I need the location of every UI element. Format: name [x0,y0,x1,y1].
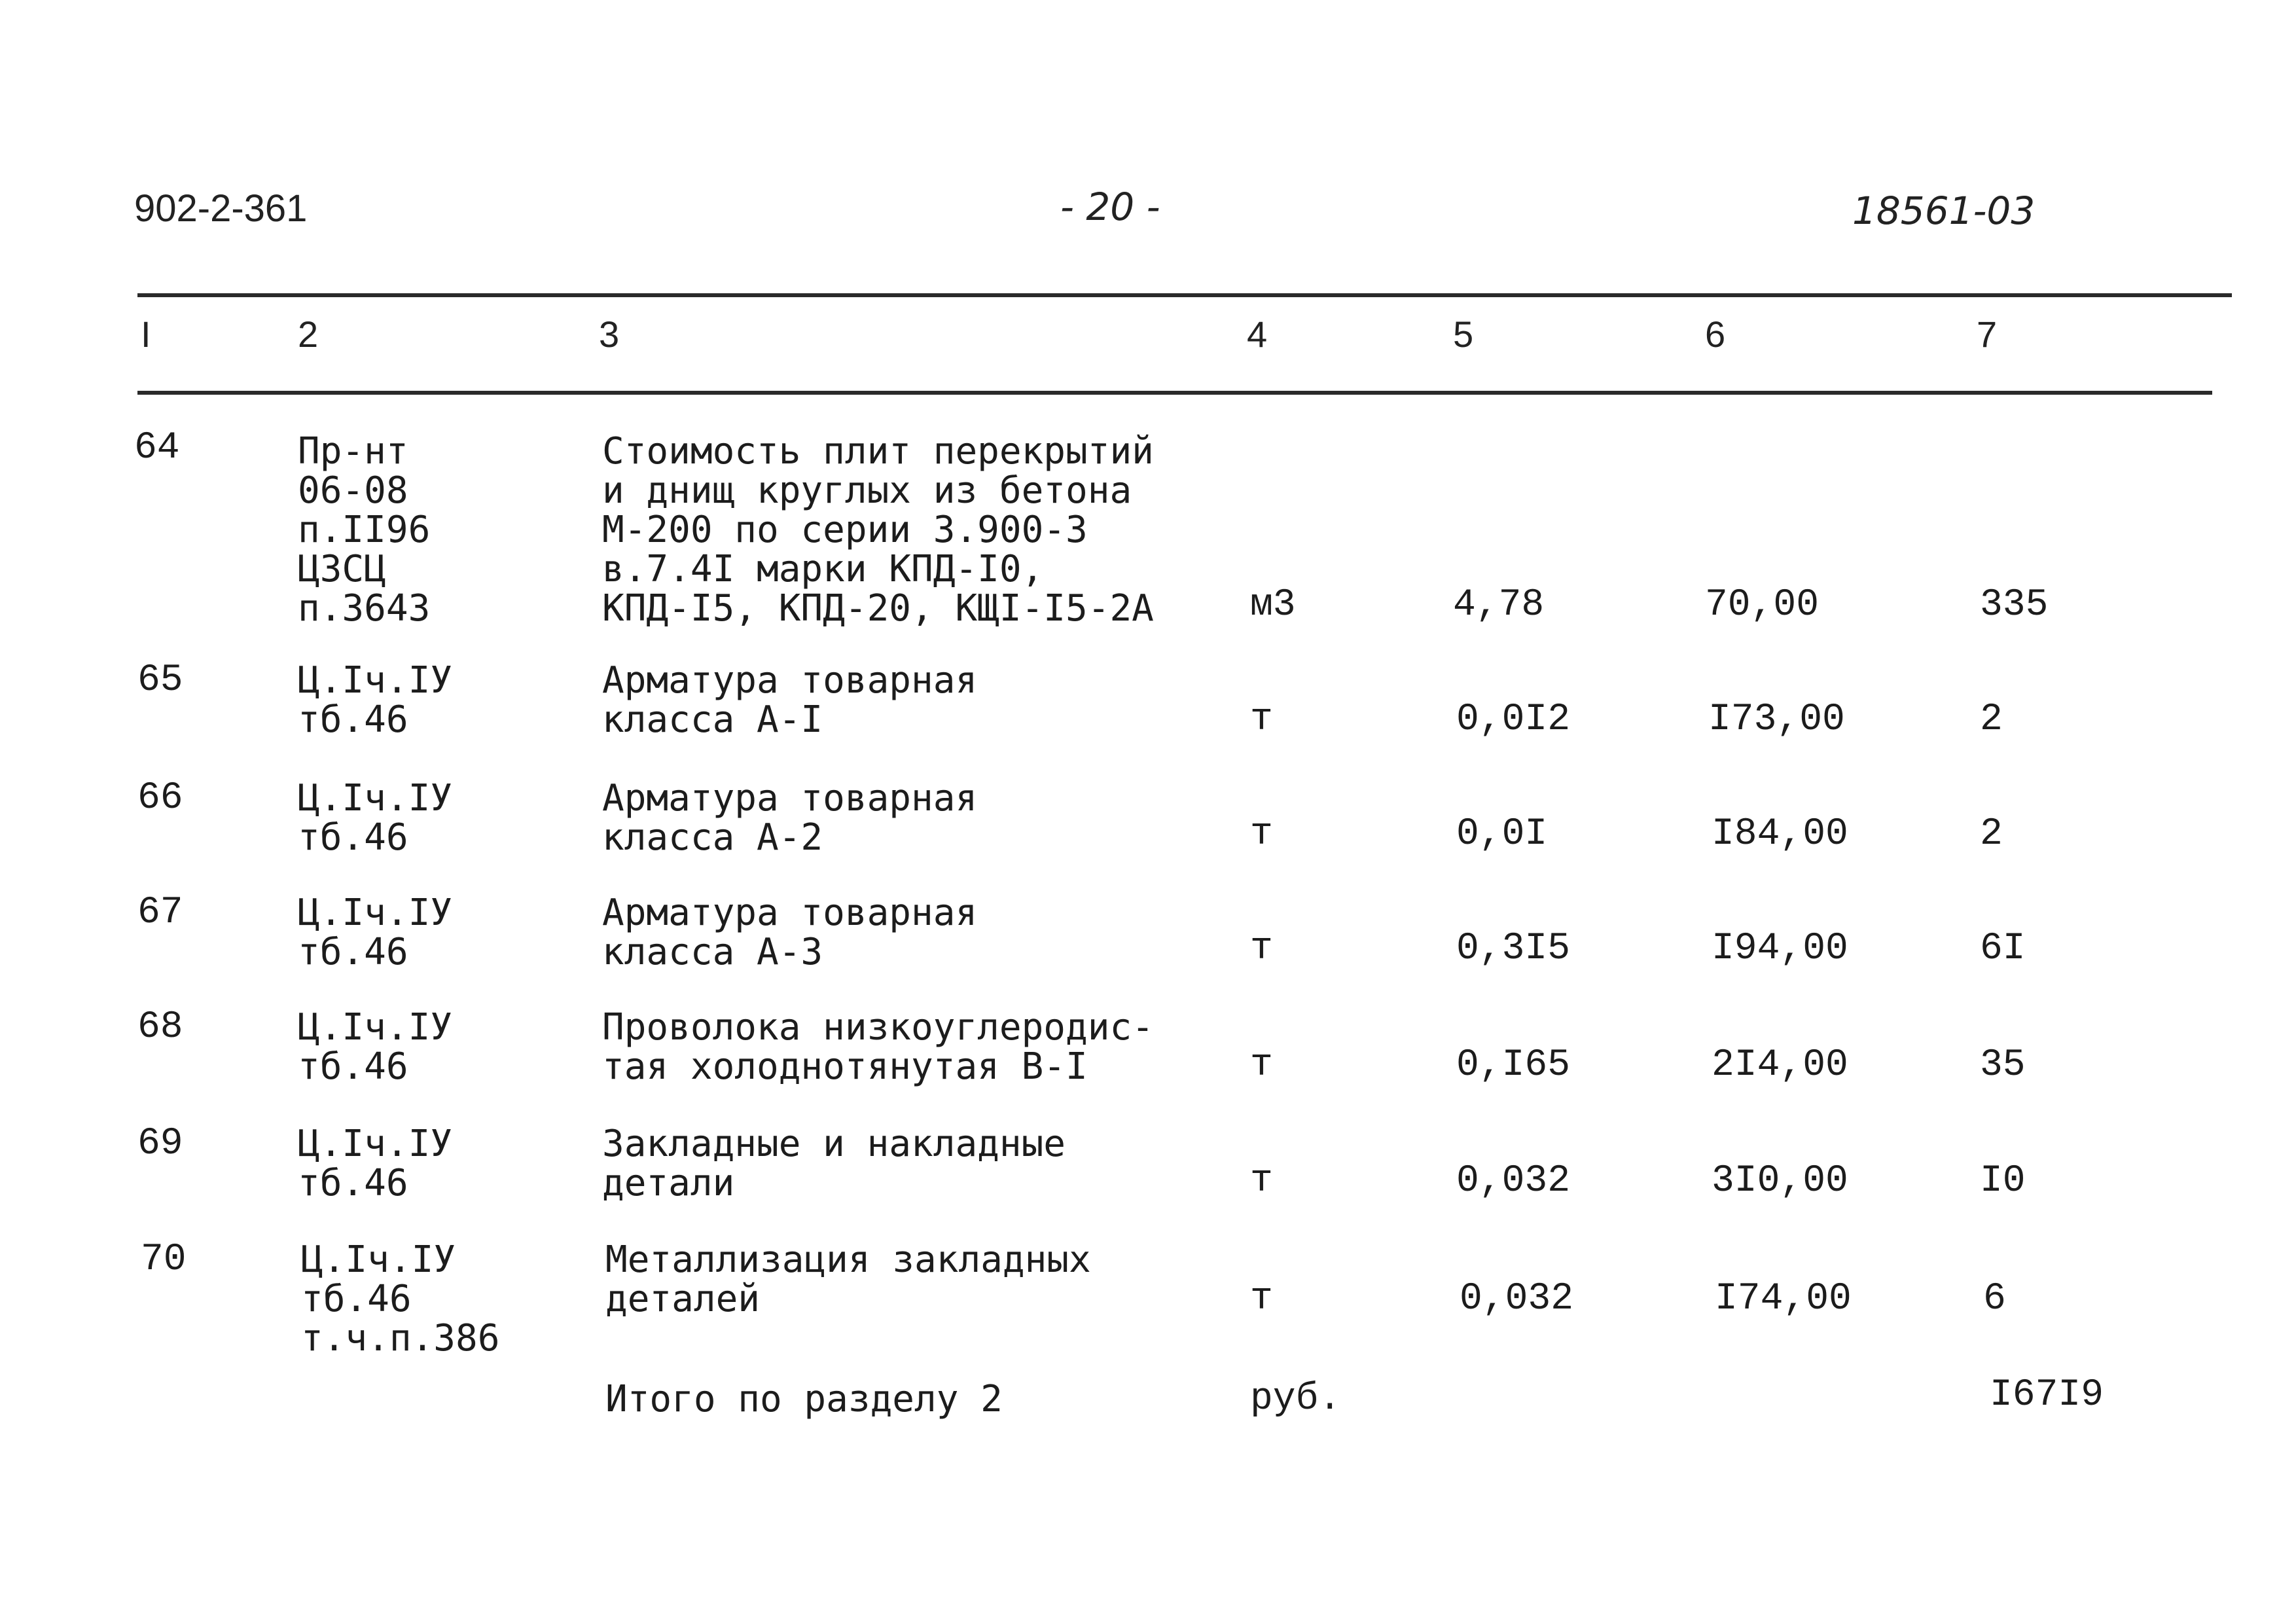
quantity-cell: 0,0I2 [1456,698,1571,741]
reference-cell: Пр-нт 06-08 п.II96 ЦЗСЦ п.3643 [298,430,431,630]
price-cell: 2I4,00 [1712,1044,1848,1087]
total-cell: 35 [1980,1044,2026,1087]
unit-cell: т [1250,813,1273,856]
item-name-cell: Металлизация закладных деталей [605,1238,1091,1320]
price-cell: I73,00 [1708,698,1845,741]
reference-cell: Ц.Iч.IУ тб.46 [298,777,453,859]
row-number: 68 [137,1006,183,1049]
total-cell: 6I [1980,928,2026,970]
price-cell: I84,00 [1712,813,1848,856]
reference-cell: Ц.Iч.IУ тб.46 [298,1006,453,1088]
inventory-code: 18561-03 [1852,189,2036,233]
item-name-cell: Стоимость плит перекрытий и днищ круглых из бетона М-200 по серии 3.900-3 в.7.4I марки КПД-I0, КПД-I5, КПД-20, КЩI-I5-2А [602,430,1154,630]
item-name-cell: Арматура товарная класса А-2 [602,777,978,859]
item-name-cell: Арматура товарная класса А-I [602,659,978,741]
unit-cell: т [1250,698,1273,741]
table-header-rule [137,391,2212,395]
column-number: 4 [1247,314,1268,355]
quantity-cell: 4,78 [1453,584,1545,626]
column-number: I [141,314,151,355]
price-cell: I74,00 [1715,1278,1852,1320]
reference-cell: Ц.Iч.IУ тб.46 [298,659,453,741]
row-number: 67 [137,892,183,934]
column-number: 5 [1453,314,1474,355]
price-cell: 70,00 [1705,584,1820,626]
document-code: 902-2-361 [134,187,308,230]
quantity-cell: 0,032 [1456,1160,1571,1202]
unit-cell: т [1250,1278,1273,1320]
column-number: 3 [599,314,620,355]
total-cell: 6 [1983,1278,2006,1320]
total-cell: I0 [1980,1160,2026,1202]
item-name-cell: Проволока низкоуглеродис- тая холоднотянутая В-I [602,1006,1154,1088]
unit-cell: т [1250,928,1273,970]
row-number: 64 [134,427,180,469]
price-cell: 3I0,00 [1712,1160,1848,1202]
subtotal-unit: руб. [1250,1378,1342,1420]
reference-cell: Ц.Iч.IУ тб.46 т.ч.п.386 [301,1238,500,1360]
row-number: 66 [137,777,183,820]
quantity-cell: 0,3I5 [1456,928,1571,970]
quantity-cell: 0,0I [1456,813,1548,856]
unit-cell: т [1250,1160,1273,1202]
unit-cell: т [1250,1044,1273,1087]
subtotal-label: Итого по разделу 2 [605,1378,1003,1420]
quantity-cell: 0,I65 [1456,1044,1571,1087]
subtotal-total: I67I9 [1990,1374,2104,1416]
row-number: 69 [137,1123,183,1165]
item-name-cell: Арматура товарная класса А-3 [602,892,978,973]
row-number: 70 [141,1238,187,1281]
column-number: 7 [1977,314,1998,355]
total-cell: 2 [1980,813,2003,856]
table-top-rule [137,293,2232,297]
column-number: 6 [1705,314,1726,355]
reference-cell: Ц.Iч.IУ тб.46 [298,892,453,973]
reference-cell: Ц.Iч.IУ тб.46 [298,1123,453,1204]
quantity-cell: 0,032 [1460,1278,1574,1320]
total-cell: 2 [1980,698,2003,741]
column-number: 2 [298,314,319,355]
page-number: - 20 - [1060,185,1160,229]
unit-cell: м3 [1250,584,1296,626]
total-cell: 335 [1980,584,2049,626]
row-number: 65 [137,659,183,702]
item-name-cell: Закладные и накладные детали [602,1123,1066,1204]
price-cell: I94,00 [1712,928,1848,970]
